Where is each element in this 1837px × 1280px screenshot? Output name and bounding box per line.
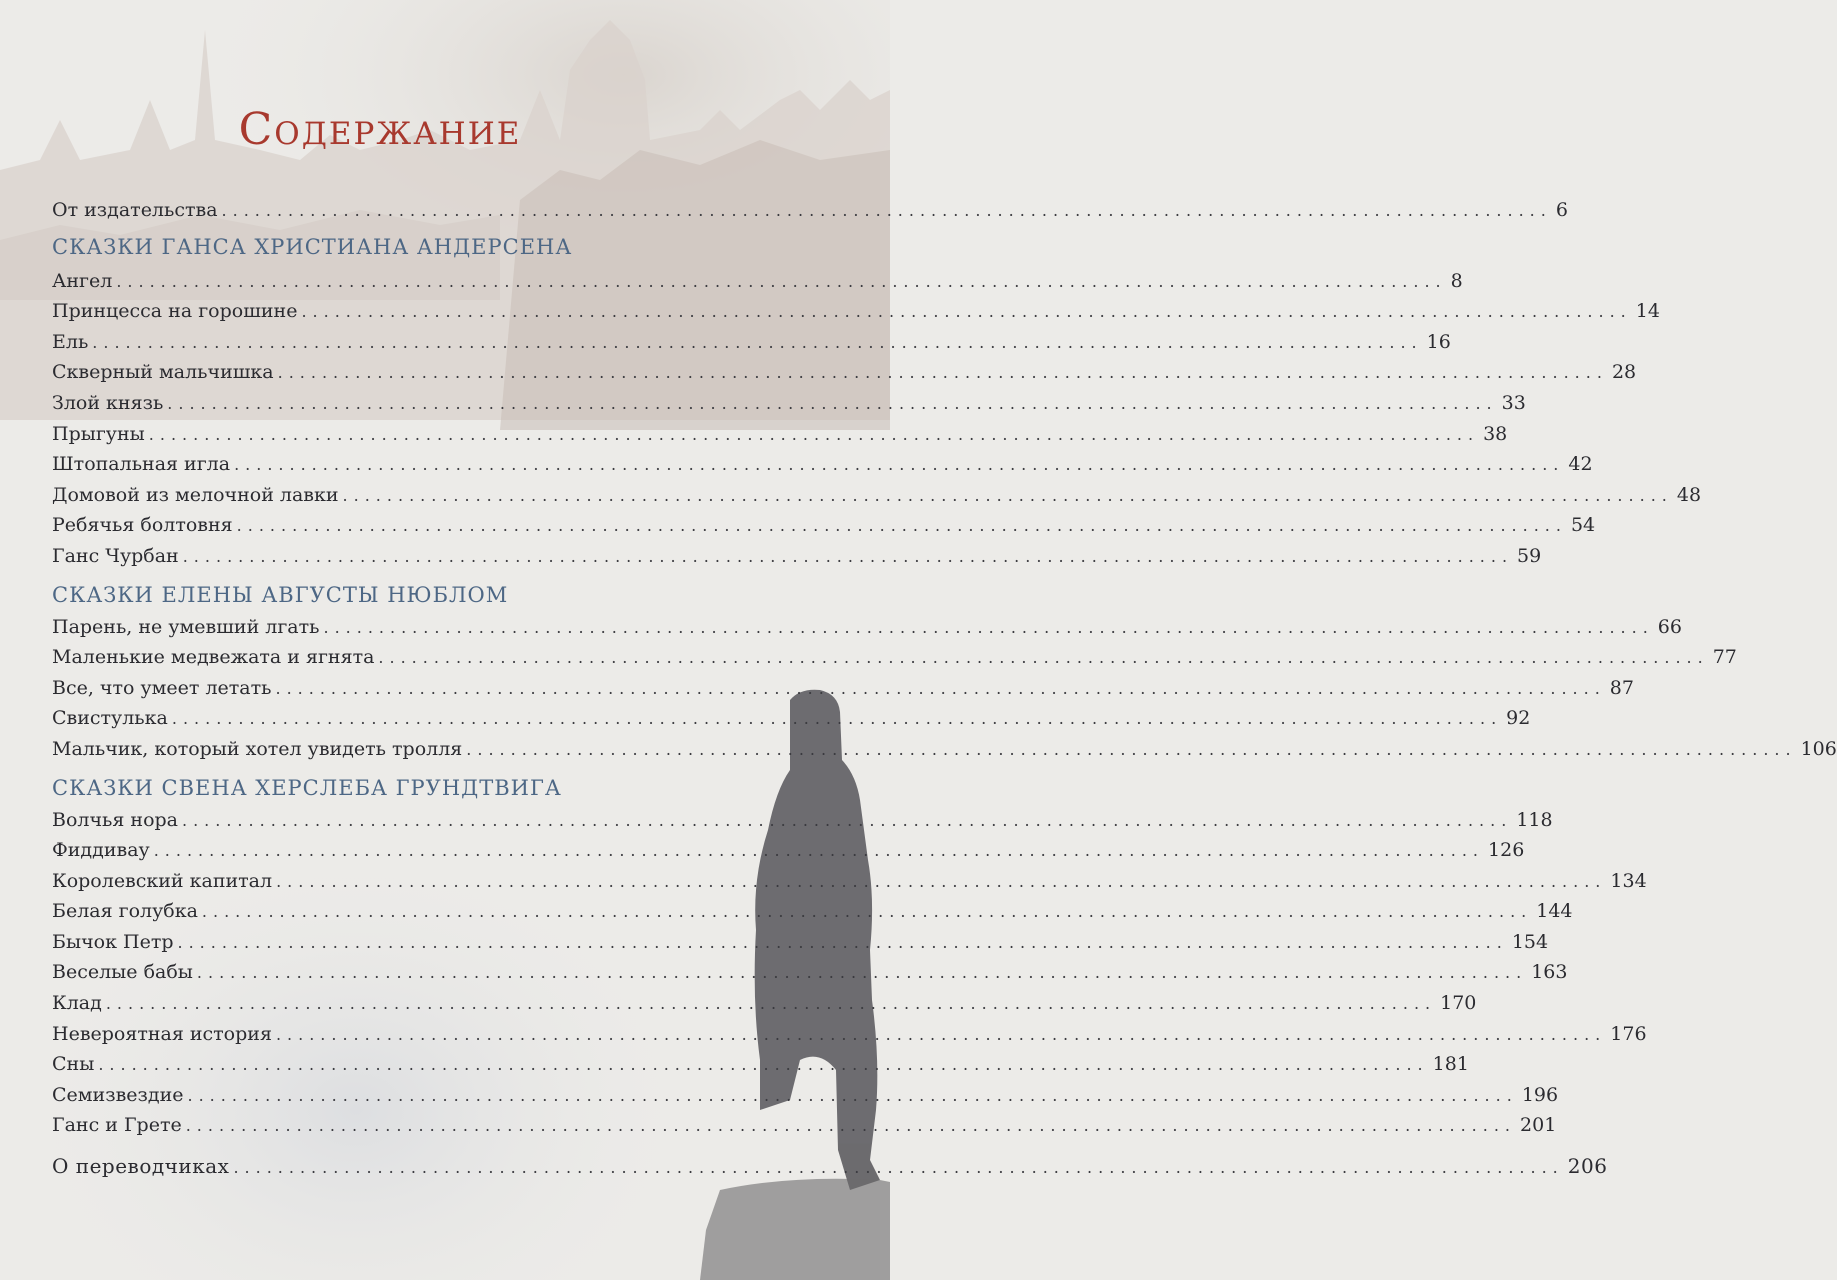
toc-entry[interactable]	[52, 642, 1737, 673]
toc-entry[interactable]	[52, 195, 1568, 226]
dot-leader: ........................................................................................................................	[301, 302, 1632, 322]
toc-entry-page: 163	[1531, 961, 1568, 984]
toc-entry[interactable]	[52, 388, 1526, 419]
dot-leader: ........................................................................................................................	[167, 393, 1498, 413]
toc-entry-page: 87	[1609, 676, 1634, 699]
table-of-contents	[52, 195, 1837, 1182]
page-title: Содержание	[238, 104, 522, 155]
toc-entry-page: 8	[1450, 269, 1463, 292]
dot-leader: ........................................................................................................................	[171, 709, 1503, 729]
toc-entry-page: 118	[1516, 808, 1553, 831]
toc-entry-page: 181	[1432, 1053, 1469, 1076]
toc-entry[interactable]	[52, 673, 1634, 704]
toc-entry[interactable]	[52, 266, 1463, 297]
toc-entry-title: Клад	[52, 992, 102, 1015]
toc-entry-page: 176	[1610, 1022, 1647, 1045]
dot-leader: ........................................................................................................................	[153, 841, 1485, 861]
dot-leader: ........................................................................................................................	[201, 902, 1533, 922]
toc-entry-page: 59	[1517, 544, 1542, 567]
dot-leader: ........................................................................................................................	[92, 332, 1423, 352]
dot-leader: ........................................................................................................................	[187, 1085, 1518, 1105]
toc-entry-title: Злой князь	[52, 391, 164, 414]
toc-entry-page: 54	[1570, 514, 1596, 537]
dot-leader: ........................................................................................................................	[236, 516, 1567, 536]
toc-entry-title: Семизвездие	[52, 1083, 184, 1106]
toc-entry[interactable]	[52, 612, 1682, 643]
toc-entry-title: Маленькие медвежата и ягнята	[52, 646, 375, 669]
toc-entry-page: 66	[1657, 615, 1682, 638]
toc-entry-page: 38	[1483, 422, 1508, 445]
toc-entry-title: Ангел	[52, 269, 113, 292]
toc-entry[interactable]	[52, 805, 1553, 836]
dot-leader: ........................................................................................................................	[342, 485, 1673, 505]
dot-leader: ........................................................................................................................	[98, 1055, 1429, 1075]
toc-entry-title: Мальчик, который хотел увидеть тролля	[52, 737, 463, 760]
toc-entry[interactable]	[52, 703, 1531, 734]
toc-entry[interactable]	[52, 1110, 1557, 1141]
toc-entry-title: Фиддивау	[52, 839, 150, 862]
toc-entry-page: 14	[1635, 300, 1660, 323]
toc-entry-page: 170	[1440, 992, 1477, 1015]
toc-entry-title: Прыгуны	[52, 422, 145, 445]
toc-section-heading: СКАЗКИ СВЕНА ХЕРСЛЕБА ГРУНДТВИГА	[52, 775, 562, 800]
toc-entry-title: Свистулька	[52, 707, 168, 730]
toc-entry[interactable]	[52, 1151, 1608, 1182]
dot-leader: ........................................................................................................................	[323, 617, 1654, 637]
dot-leader: ........................................................................................................................	[105, 994, 1437, 1014]
toc-entry-page: 126	[1488, 839, 1525, 862]
toc-entry-title: Волчья нора	[52, 808, 178, 831]
dot-leader: ........................................................................................................................	[196, 963, 1528, 983]
toc-entry[interactable]	[52, 541, 1542, 572]
toc-entry-page: 154	[1511, 930, 1549, 953]
toc-entry-page: 16	[1426, 330, 1451, 353]
toc-entry[interactable]	[52, 866, 1647, 897]
dot-leader: ........................................................................................................................	[277, 363, 1608, 383]
toc-entry-title: Ель	[52, 330, 89, 353]
dot-leader: ........................................................................................................................	[185, 1116, 1517, 1136]
toc-entry[interactable]	[52, 1080, 1559, 1111]
toc-entry-page: 33	[1501, 391, 1526, 414]
dot-leader: ........................................................................................................................	[275, 1024, 1607, 1044]
toc-entry[interactable]	[52, 480, 1702, 511]
toc-entry[interactable]	[52, 510, 1596, 541]
toc-section-heading: СКАЗКИ ГАНСА ХРИСТИАНА АНДЕРСЕНА	[52, 234, 573, 259]
toc-entry[interactable]	[52, 957, 1568, 988]
toc-entry-title: Белая голубка	[52, 900, 198, 923]
toc-entry-page: 77	[1712, 646, 1737, 669]
dot-leader: ........................................................................................................................	[275, 678, 1606, 698]
toc-entry-title: Ганс и Грете	[52, 1114, 182, 1137]
toc-entry-page: 144	[1536, 900, 1573, 923]
dot-leader: ........................................................................................................................	[276, 871, 1607, 891]
dot-leader: ........................................................................................................................	[148, 424, 1480, 444]
dot-leader: ........................................................................................................................	[182, 546, 1514, 566]
toc-entry-page: 28	[1611, 361, 1637, 384]
toc-entry[interactable]	[52, 734, 1837, 765]
toc-section-heading: СКАЗКИ ЕЛЕНЫ АВГУСТЫ НЮБЛОМ	[52, 582, 509, 607]
toc-entry-page: 134	[1610, 869, 1647, 892]
dot-leader: ........................................................................................................................	[234, 455, 1565, 475]
toc-entry-title: От издательства	[52, 199, 218, 221]
toc-entry[interactable]	[52, 449, 1593, 480]
toc-entry[interactable]	[52, 927, 1549, 958]
toc-entry[interactable]	[52, 419, 1508, 450]
toc-entry-page: 92	[1506, 707, 1531, 730]
toc-entry-title: Принцесса на горошине	[52, 300, 298, 323]
toc-entry-title: Домовой из мелочной лавки	[52, 483, 339, 506]
toc-entry-title: О переводчиках	[52, 1154, 230, 1179]
dot-leader: ........................................................................................................................	[233, 1158, 1564, 1178]
toc-entry-title: Скверный мальчишка	[52, 361, 274, 384]
toc-entry-page: 206	[1567, 1154, 1608, 1179]
toc-entry[interactable]	[52, 296, 1660, 327]
toc-entry-title: Ганс Чурбан	[52, 544, 179, 567]
toc-entry[interactable]	[52, 1019, 1647, 1050]
toc-entry[interactable]	[52, 896, 1573, 927]
toc-entry-page: 6	[1555, 199, 1568, 221]
toc-entry-title: Все, что умеет летать	[52, 676, 272, 699]
toc-entry-page: 201	[1520, 1114, 1557, 1137]
toc-entry-title: Веселые бабы	[52, 961, 193, 984]
dot-leader: ........................................................................................................................	[378, 648, 1709, 668]
dot-leader: ........................................................................................................................	[182, 810, 1513, 830]
toc-entry[interactable]	[52, 835, 1525, 866]
toc-entry[interactable]	[52, 988, 1477, 1019]
toc-entry-page: 42	[1568, 453, 1593, 476]
toc-entry[interactable]	[52, 327, 1451, 358]
toc-entry-title: Королевский капитал	[52, 869, 273, 892]
toc-entry-title: Штопальная игла	[52, 453, 231, 476]
dot-leader: ........................................................................................................................	[177, 932, 1508, 952]
dot-leader: ........................................................................................................................	[116, 271, 1447, 291]
toc-entry-page: 106	[1800, 737, 1837, 760]
toc-entry-page: 196	[1521, 1083, 1559, 1106]
toc-entry[interactable]	[52, 1049, 1469, 1080]
toc-entry-title: Бычок Петр	[52, 930, 174, 953]
toc-entry-title: Парень, не умевший лгать	[52, 615, 320, 638]
toc-entry-title: Сны	[52, 1053, 95, 1076]
toc-entry[interactable]	[52, 357, 1637, 388]
toc-entry-page: 48	[1676, 483, 1702, 506]
dot-leader: ........................................................................................................................	[221, 201, 1552, 220]
toc-entry-title: Ребячья болтовня	[52, 514, 233, 537]
dot-leader: ........................................................................................................................	[466, 739, 1797, 759]
toc-entry-title: Невероятная история	[52, 1022, 272, 1045]
